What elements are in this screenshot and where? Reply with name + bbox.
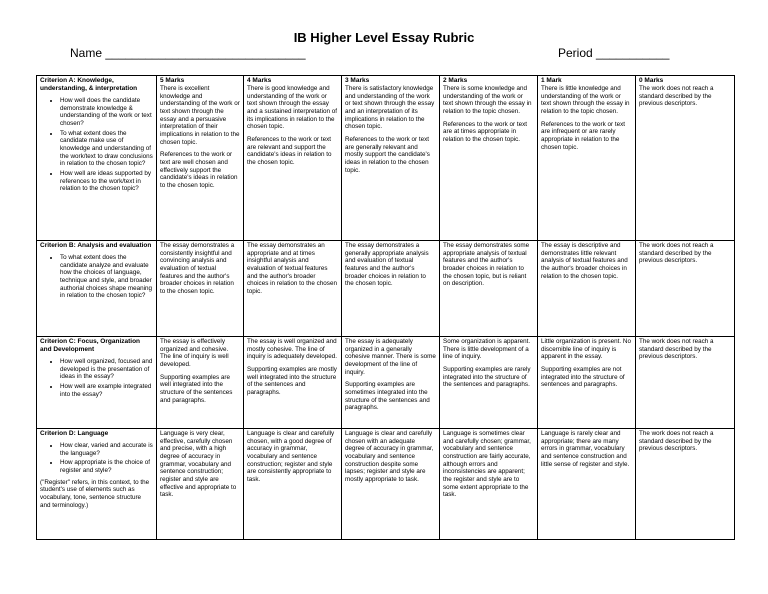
criterion-cell [37,241,157,337]
descriptor-cell [636,76,735,241]
descriptor-text: There is excellent knowledge and understanding of the work or text shown through the essay and a persuasive interpretation of their implications in relation to the chosen topic. [160,84,240,146]
criterion-question: • To what extent does the candidate make use of knowledge and understanding of the work/text to draw conclusions in relation to the chosen topic? [60,130,153,168]
descriptor-cell [244,241,342,337]
descriptor-cell [538,76,636,241]
criterion-questions [40,358,153,398]
descriptor-cell [244,429,342,540]
criterion-questions [40,254,153,300]
descriptor-text: The essay demonstrates a consistently insightful and convincing analysis and evaluation of textual features and the author's broader choices in relation to the chosen topic. [160,242,235,296]
descriptor-text: Supporting examples are rarely integrated into the structure of the sentences and paragraphs. [443,366,531,389]
criterion-question: • How well does the candidate demonstrate knowledge & understanding of the work or text chosen? [60,97,153,128]
period-field-line: Period ___________ [558,46,670,60]
descriptor-text: The work does not reach a standard described by the previous descriptors. [639,430,714,453]
mark-level-header: 0 Marks [639,77,664,84]
criterion-row [37,241,735,337]
descriptor-text: The essay is well organized and mostly cohesive. The line of inquiry is adequately developed. [247,338,337,361]
descriptor-cell [342,241,440,337]
descriptor-cell [244,337,342,429]
descriptor-cell [636,241,735,337]
criterion-cell [37,76,157,241]
rubric-table [36,75,735,540]
descriptor-cell [440,337,538,429]
descriptor-cell [440,76,538,241]
descriptor-text: References to the work or text are at times appropriate in relation to the chosen topic. [443,120,527,143]
criterion-question: • How clear, varied and accurate is the language? [60,442,153,457]
descriptor-text: The work does not reach a standard described by the previous descriptors. [639,338,714,361]
mark-level-header: 4 Marks [247,77,272,84]
descriptor-cell [440,241,538,337]
descriptor-text: Supporting examples are not integrated into the structure of sentences and paragraphs. [541,366,625,389]
descriptor-text: Language is clear and carefully chosen, with a good degree of accuracy in grammar, vocabulary and sentence construction; register and style are consistently appropriate to task. [247,430,335,484]
descriptor-text: Language is rarely clear and appropriate; there are many errors in grammar, vocabulary and sentence construction and little sense of register and style. [541,430,630,468]
mark-level-header: 1 Mark [541,77,562,84]
descriptor-text: References to the work or text are infrequent or are rarely appropriate in relation to the chosen topic. [541,120,625,151]
descriptor-text: Little organization is present. No discernible line of inquiry is apparent in the essay. [541,338,631,361]
descriptor-text: Language is clear and carefully chosen with an adequate degree of accuracy in grammar, vocabulary and sentence construction despite some lapses; register and style are mostly appropriate to task. [345,430,434,484]
descriptor-text: Language is sometimes clear and carefully chosen; grammar, vocabulary and sentence construction are fairly accurate, although errors and inconsistencies are apparent; the register and style are to some extent appropriate to the task. [443,430,531,499]
mark-level-header: 2 Marks [443,77,468,84]
criterion-cell [37,337,157,429]
descriptor-cell [157,76,244,241]
criterion-question: • How well organized, focused and developed is the presentation of ideas in the essay? [60,358,153,381]
criterion-title: Criterion A: Knowledge, understanding, & interpretation [40,77,138,92]
criterion-question: • How well are example integrated into the essay? [60,383,153,398]
descriptor-text: There is some knowledge and understanding of the work or text shown through the essay in relation to the topic chosen. [443,84,532,115]
descriptor-text: The work does not reach a standard described by the previous descriptors. [639,242,714,265]
criterion-questions [40,442,153,475]
descriptor-text: There is little knowledge and understanding of the work or text shown through the essay in relation to the topic chosen. [541,84,630,115]
descriptor-text: Supporting examples are mostly well integrated into the structure of the sentences and paragraphs. [247,366,337,397]
descriptor-text: The essay is effectively organized and cohesive. The line of inquiry is well developed. [160,338,229,369]
mark-level-header: 3 Marks [345,77,370,84]
criterion-title: Criterion D: Language [40,430,109,437]
descriptor-text: References to the work or text are generally relevant and mostly support the candidate's ideas in relation to the chosen topic. [345,135,430,174]
descriptor-text: Supporting examples are sometimes integrated into the structure of the sentences and paragraphs. [345,381,430,412]
name-field-line: Name ______________________________ [70,46,306,60]
descriptor-text: Some organization is apparent. There is little development of a line of inquiry. [443,338,531,361]
descriptor-cell [342,76,440,241]
descriptor-cell [636,429,735,540]
criterion-title: Criterion B: Analysis and evaluation [40,242,152,249]
descriptor-text: References to the work or text are relevant and support the candidate's ideas in relation to the chosen topic. [247,135,332,166]
descriptor-text: There is good knowledge and understanding of the work or text shown through the essay and a sustained interpretation of its implications in relation to the chosen topic. [247,84,337,131]
criterion-question: • To what extent does the candidate analyze and evaluate how the choices of language, technique and style, and broader authorial choices shape meaning in relation to the chosen topic? [60,254,153,300]
criterion-row [37,337,735,429]
descriptor-cell [342,337,440,429]
descriptor-text: The essay demonstrates some appropriate analysis of textual features and the author's broader choices in relation to the chosen topic, but is reliant on description. [443,242,530,288]
descriptor-text: The work does not reach a standard described by the previous descriptors. [639,84,714,108]
descriptor-text: References to the work or text are well chosen and effectively support the candidate's ideas in relation to the chosen topic. [160,151,238,189]
descriptor-cell [157,241,244,337]
descriptor-text: The essay is descriptive and demonstrates little relevant analysis of textual features and the author's broader choices in relation to the chosen topic. [541,242,628,280]
descriptor-text: Supporting examples are well integrated into the structure of the sentences and paragraphs. [160,373,233,404]
criterion-cell [37,429,157,540]
criterion-note: ("Register" refers, in this context, to the student's use of elements such as vocabulary, tone, sentence structure and terminology.) [40,478,150,509]
criterion-questions [40,97,153,193]
descriptor-cell [636,337,735,429]
descriptor-cell [538,337,636,429]
criterion-row [37,76,735,241]
descriptor-cell [244,76,342,241]
descriptor-text: The essay is adequately organized in a generally cohesive manner. There is some development of the line of inquiry. [345,338,436,376]
mark-level-header: 5 Marks [160,77,185,84]
descriptor-cell [157,337,244,429]
descriptor-cell [342,429,440,540]
descriptor-cell [538,429,636,540]
criterion-question: • How well are ideas supported by references to the work/text in relation to the chosen topic? [60,170,153,193]
criterion-row [37,429,735,540]
criterion-title: Criterion C: Focus, Organization and Development [40,338,141,353]
descriptor-cell [157,429,244,540]
descriptor-cell [538,241,636,337]
criterion-question: • How appropriate is the choice of register and style? [60,459,153,474]
descriptor-text: The essay demonstrates a generally appropriate analysis and evaluation of textual features and the author's broader choices in relation to the chosen topic. [345,242,429,288]
descriptor-cell [440,429,538,540]
descriptor-text: There is satisfactory knowledge and understanding of the work or text shown through the essay and an interpretation of its implications in relation to the chosen topic. [345,84,435,131]
descriptor-text: Language is very clear, effective, carefully chosen and precise, with a high degree of accuracy in grammar, vocabulary and sentence construction; register and style are effective and appropriate to task. [160,430,237,499]
descriptor-text: The essay demonstrates an appropriate and at times insightful analysis and evaluation of textual features and the author's broader choices in relation to the chosen topic. [247,242,337,296]
page-title: IB Higher Level Essay Rubric [293,30,475,45]
